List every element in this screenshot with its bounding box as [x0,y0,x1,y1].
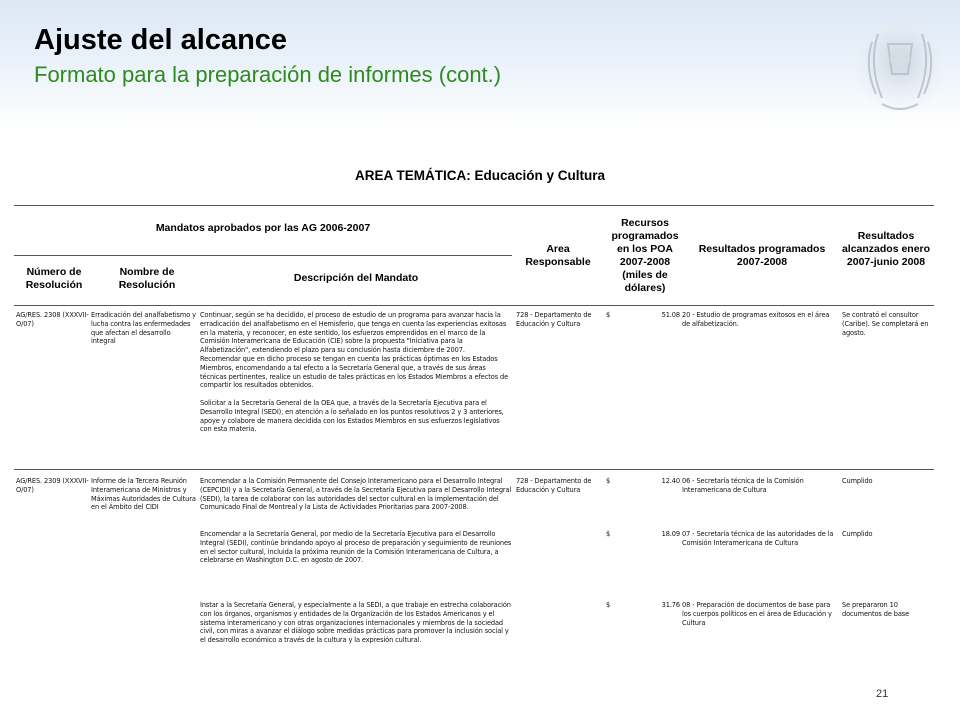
row1-moneda: $ [606,311,611,319]
header-descripcion: Descripción del Mandato [293,272,419,284]
row1-numero: AG/RES. 2308 (XXXVII-O/07) [16,311,89,328]
header-numero: Número de Resolución [25,266,83,291]
table-top-rule [14,205,934,206]
row3-resultados-alcanzados: Cumplido [842,530,873,538]
row1-monto: 51.08 [661,311,680,319]
page-number: 21 [876,688,889,700]
slide-subtitle: Formato para la preparación de informes (cont.) [34,62,502,87]
row2-descripcion: Encomendar a la Comisión Permanente del Consejo Interamericano para el Desarrollo Integral (CEPCIDI) y a la Secretaría General, a través de la Secretaría Ejecutiva para el Desarrollo Integral (SEDI), la tarea de colaborar con las autoridades del sector cultural en la implementación del Comunicado Final de Montreal y la Lista de Actividades Prioritarias para 2007-2008. [200,477,512,512]
header-resultados-alcanzados: Resultados alcanzados enero 2007-junio 2008 [841,230,931,268]
row2-nombre: Informe de la Tercera Reunión Interamericana de Ministros y Máximas Autoridades de Cultura en el Ámbito del CIDI [91,477,196,512]
row3-resultados-programados: 07 - Secretaría técnica de las autoridades de la Comisión Interamericana de Cultura [682,530,834,547]
row4-resultados-alcanzados: Se prepararon 10 documentos de base [842,601,910,618]
row3-monto: 18.09 [661,530,680,538]
row1-descripcion: Continuar, según se ha decidido, el proceso de estudio de un programa para avanzar hacia la erradicación del analfabetismo en el Hemisferio, que tenga en cuenta las experiencias exitosas en la materia, y reconocer, en este sentido, los esfuerzos emprendidos en el marco de la Comisión Interamericana de Educación (CIE) sobre la propuesta "Iniciativa para la Alfabetización", extendiendo el plazo para su conclusión hasta diciembre de 2007. Recomendar que en dicho proceso se tengan en cuenta las prácticas óptimas en los Estados Miembros, encomendando a tal efecto a la Secretaría General que, a través de sus áreas técnicas pertinentes, realice un estudio de tales prácticas en los Estados Miembros a efectos de compartir los resultados obtenidos. Solicitar a la Secretaría General de la OEA que, a través de la Secretaría Ejecutiva para el Desarrollo Integral (SEDI), en atención a lo señalado en los puntos resolutivos 2 y 3 anteriores, apoye y colabore de manera decidida con los Estados Miembros en sus esfuerzos legislativos con esta materia. [200,311,509,434]
row1-nombre: Erradicación del analfabetismo y lucha contra las enfermedades que afectan el desarrollo integral [91,311,196,346]
header-resultados-programados: Resultados programados 2007-2008 [698,243,826,268]
mandatos-header-rule [14,255,512,256]
row1-area: 728 - Departamento de Educación y Cultura [516,311,592,328]
row4-monto: 31.76 [661,601,680,609]
header-mandatos: Mandatos aprobados por las AG 2006-2007 [155,222,371,234]
row1-resultados-alcanzados: Se contrató el consultor (Caribe). Se completará en agosto. [842,311,929,337]
row4-descripcion: Instar a la Secretaría General, y especialmente a la SEDI, a que trabaje en estrecha colaboración con los órganos, organismos y entidades de la Organización de los Estados Americanos y el sistema interamericano y con otras organizaciones internacionales y miembros de la sociedad civil, con miras a avanzar el diálogo sobre medidas prácticas para promover la inclusión social y el desarrollo económico a través de la cultura y la expresión cultural. [200,601,511,645]
row3-descripcion: Encomendar a la Secretaría General, por medio de la Secretaría Ejecutiva para el Desarrollo Integral (SEDI), continúe brindando apoyo al proceso de preparación y seguimiento de reuniones en el sector cultural, incluida la próxima reunión de la Comisión Interamericana de Cultura, a celebrarse en Washington D.C. en agosto de 2007. [200,530,512,565]
table-title: AREA TEMÁTICA: Educación y Cultura [354,168,605,183]
row3-moneda: $ [606,530,611,538]
header-area: Area Responsable [525,243,591,268]
row2-monto: 12.40 [661,477,680,485]
slide-title: Ajuste del alcance [34,24,288,56]
row1-resultados-programados: 20 - Estudio de programas exitosos en el área de alfabetización. [682,311,830,328]
header-recursos: Recursos programados en los POA 2007-2008 (miles de dólares) [611,217,679,294]
oas-emblem-icon [848,14,952,124]
header-bottom-rule [14,305,934,306]
header-nombre: Nombre de Resolución [118,266,176,291]
row-separator-rule [14,469,934,470]
row4-resultados-programados: 08 - Preparación de documentos de base para los cuerpos políticos en el área de Educación y Cultura [682,601,832,627]
row2-area: 728 - Departamento de Educación y Cultura [516,477,592,494]
row4-moneda: $ [606,601,611,609]
row2-moneda: $ [606,477,611,485]
row2-numero: AG/RES. 2309 (XXXVII-O/07) [16,477,89,494]
row2-resultados-programados: 06 - Secretaría técnica de la Comisión Interamericana de Cultura [682,477,804,494]
row2-resultados-alcanzados: Cumplido [842,477,873,485]
